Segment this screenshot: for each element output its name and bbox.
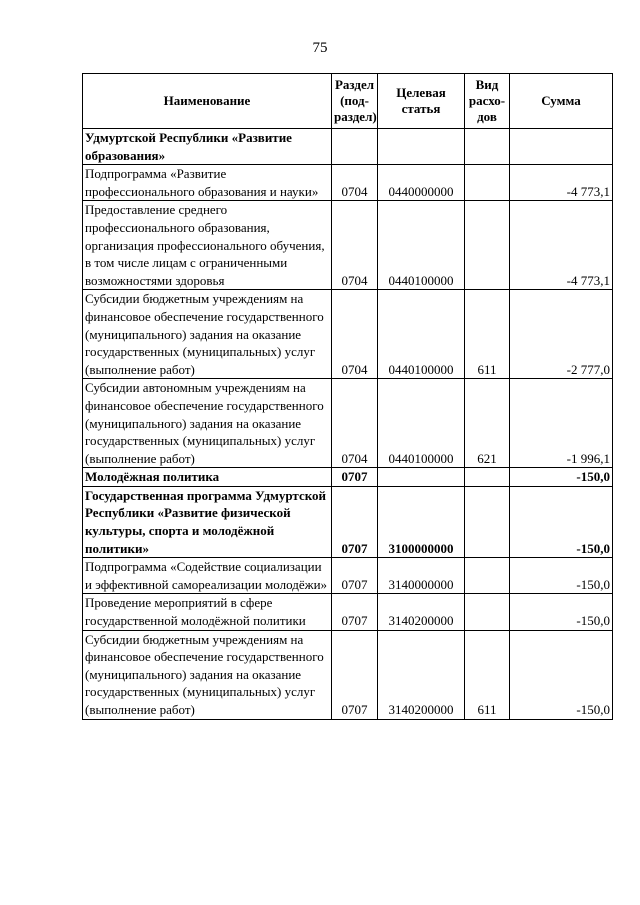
row-name: Субсидии автономным учреждениям на финансовое обеспечение государственного (муниципального) задания на оказание государственных (муниципальных) услуг (выполнение работ) [83, 379, 332, 468]
budget-table [82, 73, 613, 720]
header-amount: Сумма [510, 74, 613, 129]
row-section: 0704 [332, 165, 378, 201]
row-type [465, 468, 510, 487]
table-row [83, 379, 613, 468]
table-row [83, 594, 613, 630]
row-name: Подпрограмма «Развитие профессионального образования и науки» [83, 165, 332, 201]
row-amount [510, 129, 613, 165]
row-name: Подпрограмма «Содействие социализации и эффективной самореализации молодёжи» [83, 558, 332, 594]
header-section: Раздел (под-раздел) [332, 74, 378, 129]
row-target: 0440100000 [378, 201, 465, 290]
row-amount: -150,0 [510, 468, 613, 487]
header-type: Вид расхо-дов [465, 74, 510, 129]
row-target: 0440100000 [378, 290, 465, 379]
row-amount: -150,0 [510, 630, 613, 719]
row-section: 0704 [332, 379, 378, 468]
row-target: 3140200000 [378, 630, 465, 719]
row-section: 0704 [332, 201, 378, 290]
row-type [465, 594, 510, 630]
row-section: 0707 [332, 594, 378, 630]
row-target: 0440000000 [378, 165, 465, 201]
row-amount: -2 777,0 [510, 290, 613, 379]
row-amount: -1 996,1 [510, 379, 613, 468]
row-target [378, 468, 465, 487]
row-name: Субсидии бюджетным учреждениям на финансовое обеспечение государственного (муниципального) задания на оказание государственных (муниципальных) услуг (выполнение работ) [83, 290, 332, 379]
table-row [83, 558, 613, 594]
row-target: 3140000000 [378, 558, 465, 594]
row-section: 0707 [332, 630, 378, 719]
row-type: 611 [465, 290, 510, 379]
row-type [465, 486, 510, 557]
row-type: 621 [465, 379, 510, 468]
row-name: Субсидии бюджетным учреждениям на финансовое обеспечение государственного (муниципального) задания на оказание государственных (муниципальных) услуг (выполнение работ) [83, 630, 332, 719]
row-name: Удмуртской Республики «Развитие образования» [83, 129, 332, 165]
row-amount: -150,0 [510, 594, 613, 630]
row-type [465, 558, 510, 594]
row-target: 3140200000 [378, 594, 465, 630]
row-target: 3100000000 [378, 486, 465, 557]
row-name: Государственная программа Удмуртской Республики «Развитие физической культуры, спорта и молодёжной политики» [83, 486, 332, 557]
table-row [83, 290, 613, 379]
table-row [83, 201, 613, 290]
table-row [83, 486, 613, 557]
row-target [378, 129, 465, 165]
row-type [465, 165, 510, 201]
header-name: Наименование [83, 74, 332, 129]
row-type [465, 201, 510, 290]
row-name: Молодёжная политика [83, 468, 332, 487]
row-amount: -4 773,1 [510, 201, 613, 290]
row-amount: -150,0 [510, 486, 613, 557]
row-name: Проведение мероприятий в сфере государственной молодёжной политики [83, 594, 332, 630]
row-section: 0704 [332, 290, 378, 379]
row-target: 0440100000 [378, 379, 465, 468]
table-row [83, 165, 613, 201]
row-section: 0707 [332, 558, 378, 594]
row-name: Предоставление среднего профессионального образования, организация профессионального обучения, в том числе лицам с ограниченными возможностями здоровья [83, 201, 332, 290]
page-number: 75 [312, 40, 328, 56]
row-section [332, 129, 378, 165]
row-type [465, 129, 510, 165]
header-target: Целевая статья [378, 74, 465, 129]
table-row [83, 468, 613, 487]
row-section: 0707 [332, 486, 378, 557]
table-row [83, 630, 613, 719]
row-amount: -4 773,1 [510, 165, 613, 201]
row-amount: -150,0 [510, 558, 613, 594]
table-header-row [83, 74, 613, 129]
table-row [83, 129, 613, 165]
row-section: 0707 [332, 468, 378, 487]
row-type: 611 [465, 630, 510, 719]
